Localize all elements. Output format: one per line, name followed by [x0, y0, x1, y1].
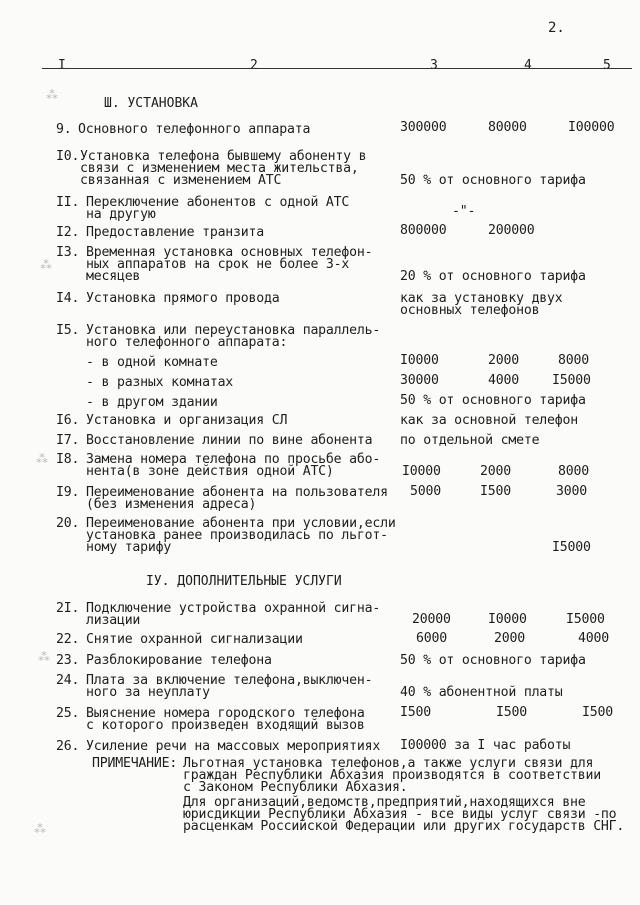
note-text: юрисдикции Республики Абхазия - все виды услуг связи -по: [183, 807, 617, 822]
item-number: I4.: [56, 291, 80, 306]
cell-col5: I5000: [552, 373, 591, 388]
cell-span: 50 % от основного тарифа: [400, 393, 586, 408]
item-text: Плата за включение телефона,выключен-: [86, 673, 373, 688]
cell-span: 40 % абонентной платы: [400, 685, 563, 700]
margin-mark: ⁂: [34, 822, 46, 836]
note-label: ПРИМЕЧАНИЕ:: [92, 756, 178, 771]
cell-col5: 8000: [558, 464, 589, 479]
cell-span: 20 % от основного тарифа: [400, 269, 586, 284]
cell-col3: I500: [400, 705, 431, 720]
item-text: Выяснение номера городского телефона: [86, 706, 365, 721]
item-text: Разблокирование телефона: [86, 653, 272, 668]
item-text: Подключение устройства охранной сигна-: [86, 601, 381, 616]
cell-col5: I5000: [552, 540, 591, 555]
cell-span: 50 % от основного тарифа: [400, 653, 586, 668]
page-number: 2.: [548, 20, 565, 36]
subitem-text: - в другом здании: [86, 395, 218, 410]
column-header-2: 2: [250, 58, 258, 73]
cell-span: как за установку двух: [400, 291, 563, 306]
item-number: I5.: [56, 323, 80, 338]
item-number: I8.: [56, 452, 80, 467]
item-text: ного за неуплату: [86, 685, 210, 700]
item-number: 26.: [56, 739, 80, 754]
cell-col3: 30000: [400, 373, 439, 388]
section-heading: Ш. УСТАНОВКА: [104, 96, 198, 111]
item-number: 2I.: [56, 601, 80, 616]
item-text: Временная установка основных телефон-: [86, 245, 373, 260]
item-number: 23.: [56, 653, 80, 668]
cell-col3: 300000: [400, 120, 447, 135]
item-text: нента(в зоне действия одной АТС): [86, 464, 334, 479]
item-number: I7.: [56, 433, 80, 448]
cell-col4: I500: [496, 705, 527, 720]
item-text: Установка и организация СЛ: [86, 413, 288, 428]
cell-span: -"-: [452, 204, 476, 219]
item-number: 22.: [56, 632, 80, 647]
item-number: 9.: [56, 122, 72, 137]
cell-col5: I00000: [568, 120, 615, 135]
cell-col4: I0000: [488, 612, 527, 627]
item-text: Переименование абонента при условии,если: [86, 516, 396, 531]
column-header-3: 3: [430, 58, 438, 73]
item-text: на другую: [86, 207, 156, 222]
item-text: (без изменения адреса): [86, 497, 257, 512]
item-number: I0.: [56, 149, 80, 164]
item-text: Снятие охранной сигнализации: [86, 632, 303, 647]
cell-col4: 2000: [494, 631, 525, 646]
item-number: I9.: [56, 485, 80, 500]
item-number: 25.: [56, 706, 80, 721]
item-text: лизации: [86, 613, 141, 628]
item-text: Установка телефона бывшему абоненту в: [80, 149, 367, 164]
cell-span: I00000 за I час работы: [400, 738, 571, 753]
header-rule: [42, 68, 632, 69]
cell-col5: 4000: [578, 631, 609, 646]
item-text: ного телефонного аппарата:: [86, 335, 288, 350]
item-number: I3.: [56, 245, 80, 260]
item-text: Переименование абонента на пользователя: [86, 485, 388, 500]
margin-mark: ⁂: [46, 88, 58, 102]
item-number: 20.: [56, 516, 80, 531]
item-text: месяцев: [86, 269, 141, 284]
note-text: граждан Республики Абхазия производятся в соответствии: [183, 768, 601, 783]
item-text: ному тарифу: [86, 540, 172, 555]
cell-col4: 200000: [488, 223, 535, 238]
item-text: установка ранее производилась по льгот-: [86, 528, 388, 543]
cell-span: 50 % от основного тарифа: [400, 173, 586, 188]
item-text: Установка или переустановка параллель-: [86, 323, 381, 338]
cell-col3: I0000: [402, 464, 441, 479]
cell-col3: 800000: [400, 223, 447, 238]
margin-mark: ⁂: [40, 258, 52, 272]
item-number: I6.: [56, 413, 80, 428]
cell-col5: I500: [582, 705, 613, 720]
cell-col3: 5000: [410, 484, 441, 499]
item-number: II.: [56, 195, 80, 210]
cell-span: основных телефонов: [400, 303, 540, 318]
margin-mark: ⁂: [36, 452, 48, 466]
item-text: Усиление речи на массовых мероприятиях: [86, 739, 381, 754]
item-text: Предоставление транзита: [86, 225, 265, 240]
item-text: Переключение абонентов с одной АТС: [86, 195, 350, 210]
cell-col4: I500: [480, 484, 511, 499]
cell-span: как за основной телефон: [400, 413, 579, 428]
item-text: Установка прямого провода: [86, 291, 280, 306]
item-text: Восстановление линии по вине абонента: [86, 433, 373, 448]
item-text: Замена номера телефона по просьбе або-: [86, 452, 381, 467]
item-number: 24.: [56, 673, 80, 688]
item-text: Основного телефонного аппарата: [78, 122, 311, 137]
item-text: с которого произведен входящий вызов: [86, 718, 365, 733]
cell-col4: 2000: [488, 353, 519, 368]
note-text: расценкам Российской Федерации или других государств СНГ.: [183, 819, 625, 834]
item-text: связи с изменением места жительства,: [80, 161, 359, 176]
cell-col5: I5000: [566, 612, 605, 627]
column-header-4: 4: [524, 58, 532, 73]
note-text: Льготная установка телефонов,а также услуги связи для: [183, 756, 594, 771]
item-number: I2.: [56, 225, 80, 240]
cell-col3: 20000: [412, 612, 451, 627]
column-header-1: I: [58, 58, 66, 73]
cell-col5: 3000: [556, 484, 587, 499]
cell-col3: I0000: [400, 353, 439, 368]
subitem-text: - в одной комнате: [86, 355, 218, 370]
section-heading: IУ. ДОПОЛНИТЕЛЬНЫЕ УСЛУГИ: [146, 574, 342, 589]
subitem-text: - в разных комнатах: [86, 375, 234, 390]
cell-span: по отдельной смете: [400, 433, 540, 448]
cell-col5: 8000: [558, 353, 589, 368]
cell-col3: 6000: [416, 631, 447, 646]
cell-col4: 4000: [488, 373, 519, 388]
note-text: с Законом Республики Абхазия.: [183, 780, 408, 795]
cell-col4: 2000: [480, 464, 511, 479]
item-text: связанная с изменением АТС: [80, 173, 282, 188]
margin-mark: ⁂: [38, 650, 50, 664]
note-text: Для организаций,ведомств,предприятий,находящихся вне: [183, 795, 586, 810]
column-header-5: 5: [603, 58, 611, 73]
item-text: ных аппаратов на срок не более 3-х: [86, 257, 350, 272]
cell-col4: 80000: [488, 120, 527, 135]
